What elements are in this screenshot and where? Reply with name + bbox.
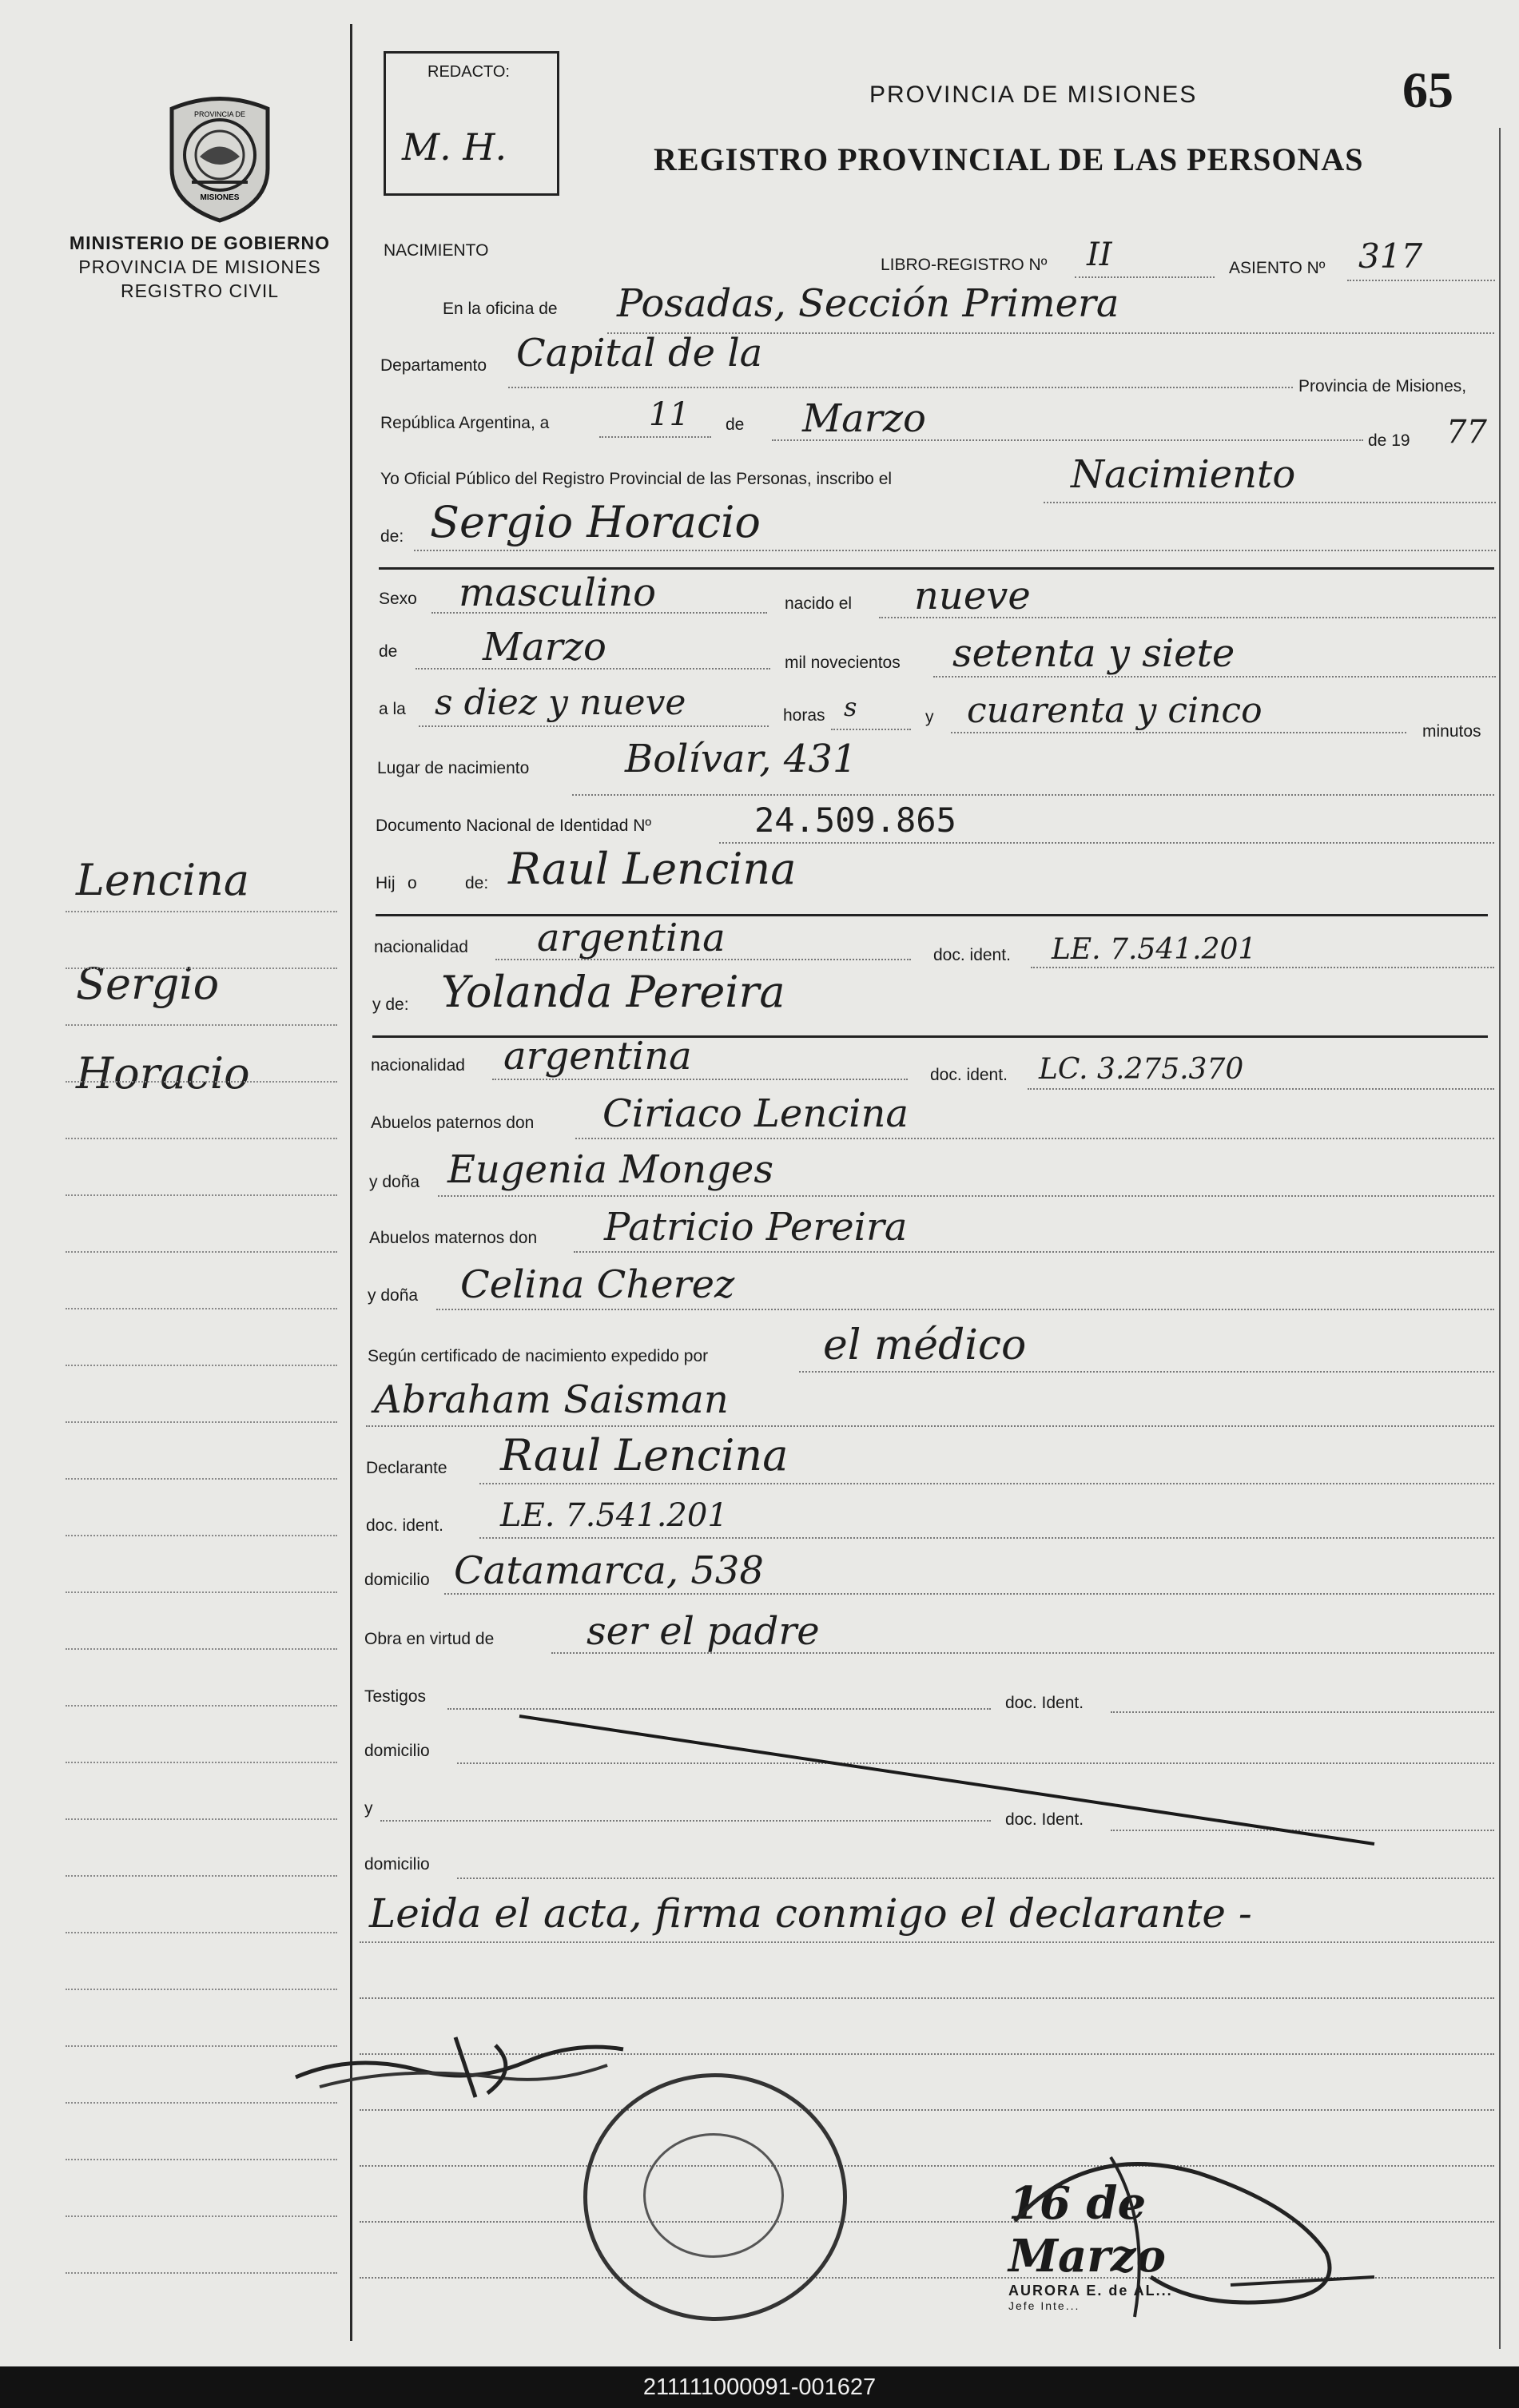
ab-mat-value: Patricio Pereira	[604, 1205, 908, 1250]
page-number: 65	[1402, 62, 1453, 118]
test-dom-label: domicilio	[364, 1742, 430, 1760]
margin-dotted-line	[66, 1365, 337, 1366]
certificado-value: el médico	[823, 1321, 1027, 1369]
de3-label: de	[379, 642, 398, 661]
margin-dotted-line	[66, 968, 337, 969]
ab-mat-dona-line	[436, 1309, 1494, 1310]
margin-dotted-line	[66, 1421, 337, 1423]
test2-doc-label: doc. Ident.	[1005, 1810, 1084, 1829]
emblem-text-bottom: MISIONES	[200, 193, 240, 202]
emblem-text-top: PROVINCIA DE	[193, 110, 246, 118]
nac1-line	[495, 959, 911, 960]
ministry-title: MINISTERIO DE GOBIERNO	[69, 232, 331, 253]
dni-value: 24.509.865	[754, 801, 956, 840]
sexo-label: Sexo	[379, 590, 417, 608]
libro-label: LIBRO-REGISTRO Nº	[881, 256, 1048, 274]
ministry-block	[64, 232, 336, 304]
ydona1-label: y doña	[369, 1173, 420, 1191]
mil-label: mil novecientos	[785, 654, 901, 672]
lugar-label: Lugar de nacimiento	[377, 759, 530, 777]
mil-line	[933, 676, 1496, 677]
nacido-dia-line	[879, 617, 1496, 618]
ministry-province: PROVINCIA DE MISIONES	[78, 256, 321, 277]
redacto-box	[384, 51, 559, 196]
official-stamp-date: 16 de Marzo	[1008, 2177, 1166, 2283]
nac2-value: argentina	[503, 1034, 692, 1079]
margin-dotted-line	[66, 2159, 337, 2160]
registry-title: REGISTRO PROVINCIAL DE LAS PERSONAS	[654, 141, 1364, 177]
margin-dotted-line	[66, 1705, 337, 1707]
libro-value: II	[1087, 236, 1112, 273]
nombre-underline	[379, 567, 1494, 570]
doc2-line	[1028, 1088, 1494, 1090]
nacido-mes-line	[416, 668, 770, 670]
doc1-value: LE. 7.541.201	[1052, 933, 1257, 966]
ab-mat-dona-value: Celina Cherez	[460, 1262, 735, 1307]
obra-value: ser el padre	[587, 1609, 820, 1654]
minutos-label: minutos	[1422, 722, 1481, 741]
dia-value: 11	[649, 396, 690, 433]
margin-dotted-line	[66, 1989, 337, 1990]
hijo-de-label: de:	[465, 874, 489, 892]
ala-value: s diez y nueve	[435, 682, 686, 723]
madre-value: Yolanda Pereira	[441, 967, 785, 1017]
horas-line	[831, 729, 911, 730]
test-doc-label: doc. Ident.	[1005, 1694, 1084, 1712]
margin-surname: Lencina	[76, 855, 250, 905]
margin-dotted-line	[66, 1818, 337, 1820]
lugar-line	[572, 794, 1494, 796]
doc1-label: doc. ident.	[933, 946, 1011, 964]
anio-value: 77	[1446, 414, 1487, 451]
ala-label: a la	[379, 700, 406, 718]
closing-line	[360, 1941, 1494, 1943]
de-anio-label: de 19	[1368, 431, 1410, 450]
official-stamp-sub: Jefe Inte...	[1008, 2299, 1080, 2312]
doc2-label: doc. ident.	[930, 1066, 1008, 1084]
ab-pat-dona-line	[438, 1195, 1494, 1197]
asiento-label: ASIENTO Nº	[1229, 259, 1326, 277]
libro-line	[1075, 276, 1215, 278]
nacido-dia-value: nueve	[914, 574, 1031, 618]
margin-dotted-line	[66, 2215, 337, 2217]
document-id-footer: 211111000091-001627	[0, 2366, 1519, 2408]
redacto-label: REDACTO:	[427, 63, 510, 81]
declarante-line	[479, 1483, 1494, 1484]
de2-label: de:	[380, 527, 404, 546]
provincia-suffix: Provincia de Misiones,	[1298, 377, 1467, 395]
margin-dotted-line	[66, 1251, 337, 1253]
mes-value: Marzo	[802, 396, 926, 441]
ala-line	[419, 725, 769, 727]
margin-dotted-line	[66, 1194, 337, 1196]
blank-dotted-line	[360, 1997, 1494, 1999]
y-label: y	[925, 708, 934, 726]
domicilio-line	[444, 1593, 1494, 1595]
margin-secondname: Horacio	[76, 1048, 250, 1099]
test2-dom-line	[457, 1878, 1494, 1879]
decl-doc-label: doc. ident.	[366, 1516, 443, 1535]
margin-dotted-line	[66, 1024, 337, 1026]
republica-label: República Argentina, a	[380, 414, 550, 432]
official-round-seal	[583, 2073, 847, 2321]
yo-oficial-label: Yo Oficial Público del Registro Provincial de las Personas, inscribo el	[380, 470, 893, 488]
certificado-label: Según certificado de nacimiento expedido por	[368, 1347, 709, 1365]
nacimiento-label: NACIMIENTO	[384, 241, 489, 260]
strike-line	[511, 1710, 1390, 1854]
certificado-line	[799, 1371, 1494, 1373]
acto-value: Nacimiento	[1071, 452, 1296, 497]
sexo-value: masculino	[459, 570, 657, 615]
redacto-value: M. H.	[402, 125, 507, 169]
left-margin-panel	[0, 0, 352, 2366]
margin-dotted-line	[66, 1138, 337, 1139]
medico-line	[366, 1425, 1494, 1427]
dni-label: Documento Nacional de Identidad Nº	[376, 817, 652, 835]
ab-pat-dona-value: Eugenia Monges	[447, 1147, 773, 1192]
nacido-label: nacido el	[785, 594, 853, 613]
domicilio-label: domicilio	[364, 1571, 430, 1589]
nombre-line	[414, 550, 1496, 551]
departamento-value: Capital de la	[516, 331, 763, 376]
test2-dom-label: domicilio	[364, 1855, 430, 1874]
lugar-value: Bolívar, 431	[625, 737, 857, 781]
y2-label: y	[364, 1799, 373, 1818]
margin-dotted-line	[66, 1535, 337, 1536]
oficina-value: Posadas, Sección Primera	[617, 281, 1119, 326]
departamento-line	[508, 387, 1293, 388]
margin-dotted-line	[66, 1932, 337, 1933]
de-label: de	[726, 415, 745, 434]
dia-line	[599, 436, 711, 438]
left-vertical-rule	[350, 24, 352, 2341]
official-stamp-name: AURORA E. de AL...	[1008, 2283, 1173, 2299]
obra-label: Obra en virtud de	[364, 1630, 495, 1648]
ab-mat-label: Abuelos maternos don	[369, 1229, 538, 1247]
margin-dotted-line	[66, 911, 337, 912]
dni-line	[719, 842, 1494, 844]
nac2-label: nacionalidad	[371, 1056, 465, 1075]
oficina-label: En la oficina de	[443, 300, 558, 318]
horas-value: s	[844, 692, 857, 722]
medico-value: Abraham Saisman	[374, 1377, 729, 1422]
province-heading: PROVINCIA DE MISIONES	[869, 81, 1198, 108]
asiento-line	[1347, 280, 1495, 281]
horas-label: horas	[783, 706, 825, 725]
nac1-label: nacionalidad	[374, 938, 468, 956]
mil-value: setenta y siete	[952, 631, 1235, 676]
declarante-label: Declarante	[366, 1459, 447, 1477]
ab-pat-value: Ciriaco Lencina	[602, 1091, 909, 1136]
margin-dotted-line	[66, 1875, 337, 1877]
hijo-label: Hij	[376, 874, 396, 892]
provincial-emblem-icon	[160, 93, 280, 225]
ydona2-label: y doña	[368, 1286, 419, 1305]
declarante-value: Raul Lencina	[500, 1430, 789, 1480]
ab-pat-label: Abuelos paternos don	[371, 1114, 535, 1132]
obra-line	[551, 1652, 1494, 1654]
padre-value: Raul Lencina	[508, 844, 797, 894]
margin-dotted-line	[66, 1762, 337, 1763]
nac1-value: argentina	[537, 916, 726, 960]
margin-dotted-line	[66, 1478, 337, 1480]
testigos-label: Testigos	[364, 1687, 427, 1706]
minutos-value: cuarenta y cinco	[967, 690, 1263, 731]
official-signature	[991, 2125, 1390, 2333]
ab-pat-line	[575, 1138, 1494, 1139]
nac2-line	[492, 1079, 908, 1080]
hijo-suffix: o	[408, 874, 417, 892]
margin-dotted-line	[66, 2272, 337, 2274]
nombre-value: Sergio Horacio	[430, 497, 761, 547]
ab-mat-line	[574, 1251, 1494, 1253]
minutos-line	[951, 732, 1406, 733]
margin-dotted-line	[66, 1648, 337, 1650]
departamento-label: Departamento	[380, 356, 487, 375]
margin-dotted-line	[66, 1081, 337, 1083]
margin-dotted-line	[66, 1591, 337, 1593]
asiento-value: 317	[1358, 236, 1423, 276]
doc1-line	[1031, 967, 1494, 968]
nacido-mes-value: Marzo	[483, 625, 606, 670]
decl-doc-line	[479, 1537, 1494, 1539]
decl-doc-value: LE. 7.541.201	[500, 1497, 728, 1534]
sexo-line	[431, 612, 767, 614]
margin-firstname: Sergio	[76, 959, 220, 1009]
closing-value: Leida el acta, firma conmigo el declarante -	[369, 1890, 1252, 1937]
acto-line	[1044, 502, 1496, 503]
yde-label: y de:	[372, 995, 409, 1014]
mes-line	[772, 439, 1363, 441]
margin-dotted-line	[66, 1308, 337, 1309]
domicilio-value: Catamarca, 538	[454, 1548, 764, 1593]
seal-emblem-icon	[643, 2133, 784, 2258]
right-vertical-rule	[1499, 128, 1501, 2349]
declarant-signature	[288, 2021, 631, 2117]
doc2-value: LC. 3.275.370	[1039, 1053, 1244, 1086]
ministry-registry: REGISTRO CIVIL	[120, 280, 280, 301]
